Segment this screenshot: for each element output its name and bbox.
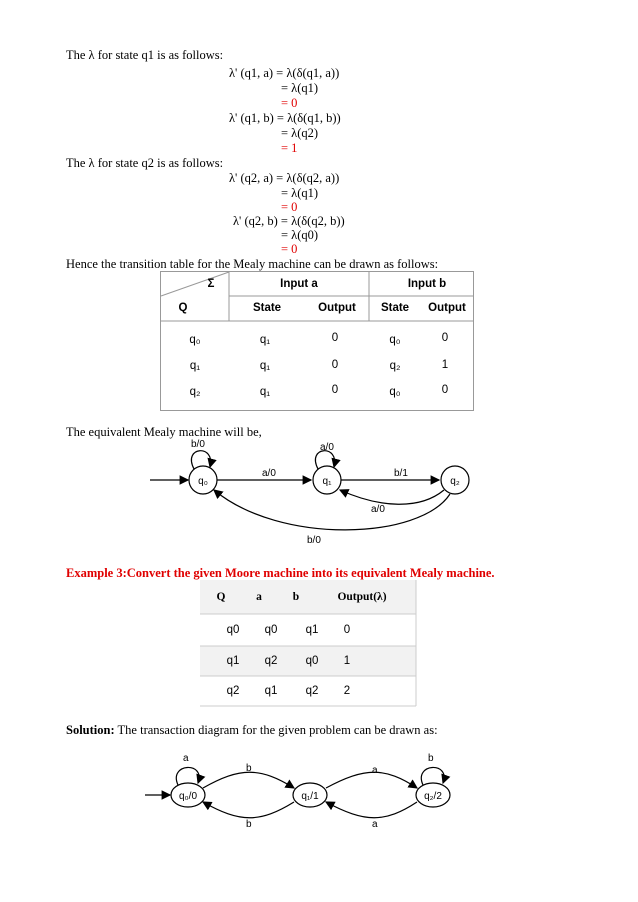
state-header: State — [252, 302, 282, 314]
cell: q1 — [305, 624, 319, 636]
edge-q0-q1 — [203, 772, 294, 788]
mealy-diagram — [0, 430, 638, 570]
label-q1-q2: b/1 — [394, 468, 408, 479]
q2-eq-line: λ' (q2, b) = λ(δ(q2, b)) — [233, 214, 345, 228]
q2-self-loop — [421, 767, 444, 785]
cell: q1 — [264, 685, 278, 697]
cell: q2 — [264, 655, 278, 667]
edge-q1-q0 — [203, 802, 294, 818]
cell: q1 — [226, 655, 240, 667]
q2-intro: The λ for state q2 is as follows: — [66, 156, 224, 170]
label-q0-q1: b — [246, 763, 252, 774]
state-q1-label: q₁ — [322, 476, 332, 487]
col-header-q: Q — [216, 591, 226, 603]
hence-text: Hence the transition table for the Mealy machine can be drawn as follows: — [66, 257, 439, 271]
solution-label: Solution: — [66, 723, 115, 737]
example3-title: Example 3:Convert the given Moore machine into its equivalent Mealy machine. — [66, 566, 495, 580]
moore-table — [200, 580, 416, 706]
transition-table — [160, 271, 474, 411]
q2-eq-line: = λ(q0) — [281, 228, 319, 242]
state-q2-label: q₂ — [450, 476, 460, 487]
label-q1-q2: a — [372, 765, 378, 776]
row-b-state: q₀ — [389, 386, 401, 398]
row-b-state: q₀ — [389, 334, 401, 346]
q2-eq-line: = 0 — [281, 200, 298, 214]
row-b-output: 0 — [441, 332, 449, 344]
label-q1-loop: a/0 — [320, 442, 334, 453]
row-a-output: 0 — [331, 384, 339, 396]
label-q2-q1: a/0 — [371, 504, 385, 515]
input-a-header: Input a — [280, 278, 318, 290]
row-b-output: 1 — [441, 359, 449, 371]
q2-eq-line: = λ(q1) — [281, 186, 319, 200]
label-q0-q1: a/0 — [262, 468, 276, 479]
equiv-text: The equivalent Mealy machine will be, — [66, 425, 262, 439]
table-grid — [161, 272, 473, 410]
solution-text: The transaction diagram for the given problem can be drawn as: — [114, 723, 438, 737]
label-q0-loop: a — [183, 753, 189, 764]
q1-intro: The λ for state q1 is as follows: — [66, 48, 224, 62]
row-a-output: 0 — [331, 359, 339, 371]
q1-eq-line: λ' (q1, b) = λ(δ(q1, b)) — [229, 111, 341, 125]
cell: q0 — [305, 655, 319, 667]
edge-q2-q1 — [326, 802, 417, 818]
output-header: Output — [428, 302, 466, 314]
cell: q0 — [264, 624, 278, 636]
row-b-output: 0 — [441, 384, 449, 396]
cell: 1 — [343, 655, 351, 667]
cell: 0 — [343, 624, 351, 636]
cell: q0 — [226, 624, 240, 636]
row-a-output: 0 — [331, 332, 339, 344]
col-header-output: Output(λ) — [337, 591, 387, 603]
cell: q2 — [305, 685, 319, 697]
edge-q2-q0 — [214, 490, 450, 530]
row-a-state: q₁ — [259, 386, 271, 398]
sigma-header: Σ — [207, 278, 215, 290]
state-q1-label: q₁/1 — [301, 791, 319, 802]
row-b-state: q₂ — [389, 360, 401, 372]
cell: q2 — [226, 685, 240, 697]
q-header: Q — [178, 302, 188, 314]
label-q2-q0: b/0 — [307, 535, 321, 546]
output-header: Output — [318, 302, 356, 314]
row-q: q₀ — [189, 334, 201, 346]
state-q0-label: q₀/0 — [178, 791, 198, 802]
label-q1-q0: b — [246, 819, 252, 830]
col-header-a: a — [256, 591, 262, 603]
q1-eq-line: = λ(q2) — [281, 126, 319, 140]
row-a-state: q₁ — [259, 360, 271, 372]
state-q0-label: q₀ — [198, 476, 208, 487]
moore-diagram — [0, 745, 638, 845]
row-q: q₂ — [189, 386, 201, 398]
label-q2-loop: b — [428, 753, 434, 764]
row-q: q₁ — [189, 360, 201, 372]
q1-eq-line: = 1 — [281, 141, 298, 155]
label-q2-q1: a — [372, 819, 378, 830]
input-b-header: Input b — [407, 278, 447, 290]
col-header-b: b — [292, 591, 300, 603]
q1-eq-line: = λ(q1) — [281, 81, 319, 95]
q0-self-loop — [176, 767, 199, 785]
cell: 2 — [343, 685, 351, 697]
label-q0-loop: b/0 — [191, 439, 205, 450]
state-header: State — [380, 302, 410, 314]
edge-q2-q1 — [340, 490, 444, 504]
q1-eq-line: = 0 — [281, 96, 298, 110]
row-a-state: q₁ — [259, 334, 271, 346]
q2-eq-line: λ' (q2, a) = λ(δ(q2, a)) — [229, 171, 340, 185]
q2-eq-line: = 0 — [281, 242, 298, 256]
state-q2-label: q₂/2 — [424, 791, 442, 802]
solution-line — [66, 723, 438, 737]
q1-eq-line: λ' (q1, a) = λ(δ(q1, a)) — [229, 66, 340, 80]
